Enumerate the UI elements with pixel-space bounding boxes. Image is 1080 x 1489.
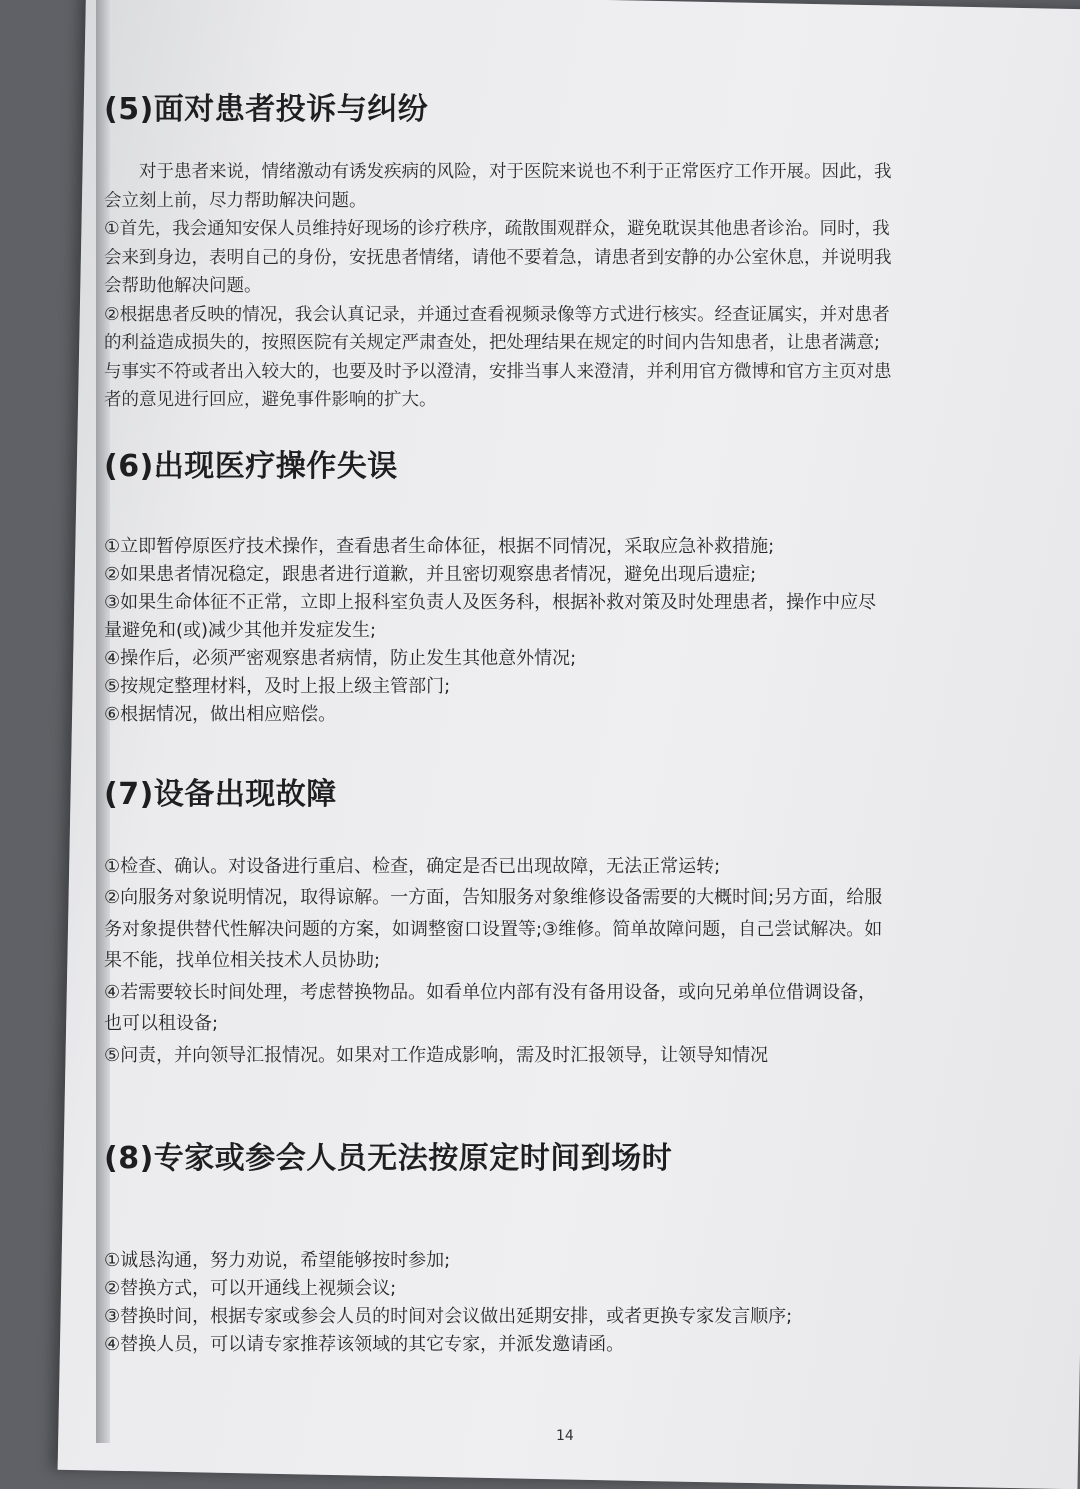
list-item: ①诚恳沟通，努力劝说，希望能够按时参加; [104, 1250, 451, 1271]
section-patient-complaint [104, 92, 894, 415]
section-heading: (8)专家或参会人员无法按原定时间到场时 [104, 1141, 673, 1176]
list-item: ④替换人员，可以请专家推荐该领域的其它专家，并派发邀请函。 [104, 1334, 625, 1355]
list-item: ⑥根据情况，做出相应赔偿。 [104, 703, 337, 725]
section-heading: (5)面对患者投诉与纠纷 [104, 92, 429, 127]
list-item: ③如果生命体征不正常，立即上报科室负责人及医务科，根据补救对策及时处理患者，操作中应尽量避免和(或)减少其他并发症发生; [104, 591, 877, 641]
document-body [104, 92, 894, 1359]
list-item: ①立即暂停原医疗技术操作，查看患者生命体征，根据不同情况，采取应急补救措施; [104, 535, 775, 557]
list-item: ④若需要较长时间处理，考虑替换物品。如看单位内部有没有备用设备，或向兄弟单位借调设备，也可以租设备; [104, 981, 877, 1034]
section-expert-absence [104, 1141, 894, 1359]
section-heading: (7)设备出现故障 [104, 776, 337, 812]
list-item: ③替换时间，根据专家或参会人员的时间对会议做出延期安排，或者更换专家发言顺序; [104, 1306, 793, 1327]
list-item: ②如果患者情况稳定，跟患者进行道歉，并且密切观察患者情况，避免出现后遗症; [104, 563, 757, 585]
section-equipment-failure [104, 777, 894, 1072]
list-item: ⑤按规定整理材料，及时上报上级主管部门; [104, 675, 451, 697]
paragraph: 对于患者来说，情绪激动有诱发疾病的风险，对于医院来说也不利于正常医疗工作开展。因此，我会立刻上前，尽力帮助解决问题。 [104, 162, 892, 211]
list-item: ⑤问责，并向领导汇报情况。如果对工作造成影响，需及时汇报领导，让领导知情况 [104, 1044, 769, 1066]
paragraph: ②根据患者反映的情况，我会认真记录，并通过查看视频录像等方式进行核实。经查证属实，并对患者的利益造成损失的，按照医院有关规定严肃查处，把处理结果在规定的时间内告知患者，让患者满意;与事实不符或者出入较大的，也要及时予以澄清，安排当事人来澄清，并利用官方微博和官方主页对患者的意见进行回应，避免事件影响的扩大。 [104, 304, 892, 410]
list-item: ①检查、确认。对设备进行重启、检查，确定是否已出现故障，无法正常运转; [104, 855, 721, 877]
paragraph: ①首先，我会通知安保人员维持好现场的诊疗秩序，疏散围观群众，避免耽误其他患者诊治。同时，我会来到身边，表明自己的身份，安抚患者情绪，请他不要着急，请患者到安静的办公室休息，并说明我会帮助他解决问题。 [104, 219, 892, 296]
section-medical-error [104, 449, 894, 729]
page-number: 14 [556, 1428, 574, 1444]
list-item: ④操作后，必须严密观察患者病情，防止发生其他意外情况; [104, 647, 577, 669]
list-item: ②向服务对象说明情况，取得谅解。一方面，告知服务对象维修设备需要的大概时间;另方面，给服务对象提供替代性解决问题的方案，如调整窗口设置等;③维修。简单故障问题，自己尝试解决。如果不能，找单位相关技术人员协助; [104, 887, 883, 971]
section-heading: (6)出现医疗操作失误 [104, 448, 398, 484]
list-item: ②替换方式，可以开通线上视频会议; [104, 1278, 397, 1299]
